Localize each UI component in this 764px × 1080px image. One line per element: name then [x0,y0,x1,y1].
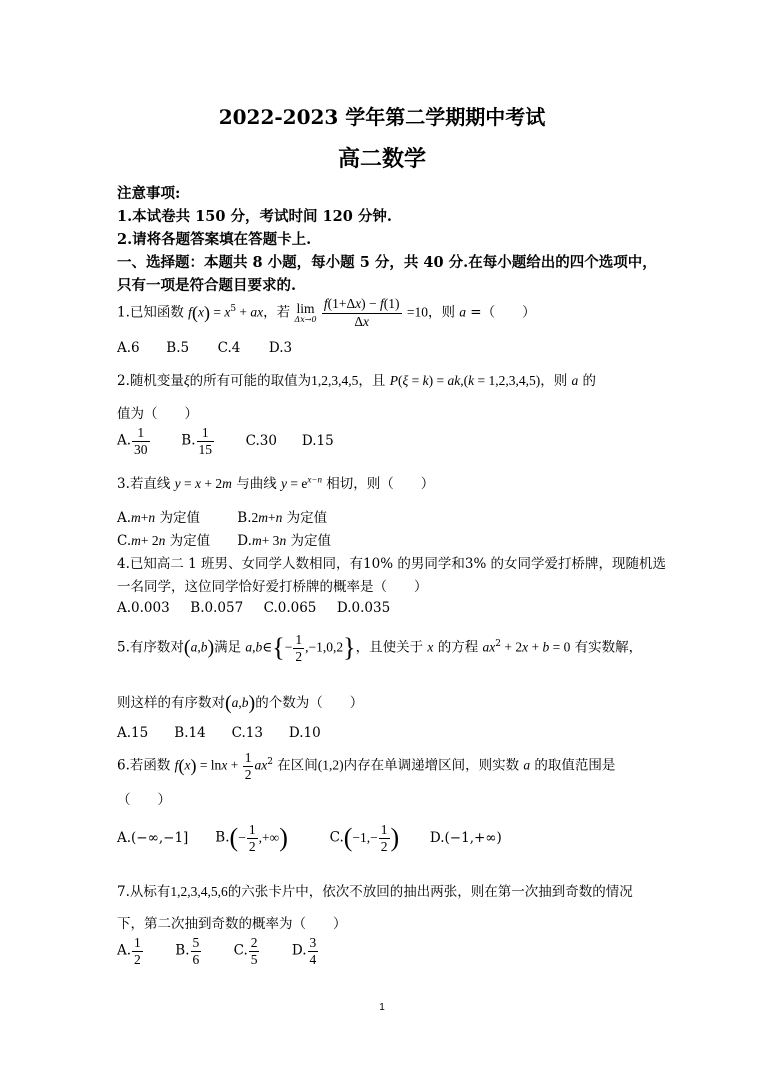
option-c: C.30 [245,433,277,450]
question-5-line2: 则这样的有序数对(a,b)的个数为（ ） [117,692,364,714]
question-4-line2: 一名同学，这位同学恰好爱打桥牌的概率是（ ） [117,579,428,595]
question-7-options [117,935,319,967]
question-3-options-row1 [117,506,327,526]
question-6-options [117,822,502,854]
question-2-line2: 值为（ ） [117,406,198,422]
option-b: B.5 [166,340,190,356]
notes-heading: 注意事项: [117,185,181,202]
option-a: A.0.003 [117,600,170,616]
option-b: B. $\frac{1}{15}$ [181,425,213,457]
question-5-options [117,725,321,741]
note-item-1: 1.本试卷共 150 分，考试时间 120 分钟. [117,208,392,225]
option-c: C.13 [231,725,263,741]
option-b: B.2m+n 为定值 [237,510,328,526]
question-3-options-row2 [117,529,331,549]
question-4-options [117,600,390,616]
option-d: D.10 [288,725,321,741]
option-a: A.(−∞,−1] [117,830,189,847]
option-a: A.6 [117,340,140,356]
question-5-line1: 5.有序数对(a,b)满足 a,b∈{− $\frac{1}{2}$ ,−1,0,2}，且使关于 x 的方程 $ax^2 + 2x + b = 0$ 有实数解， [117,632,643,664]
option-b: B.(− $\frac{1}{2}$ ,+∞) [215,822,288,854]
question-2-line1: 2.随机变量ξ的所有可能的取值为1,2,3,4,5，且 P(ξ = k) = ak,(k = 1,2,3,4,5)，则 a 的 [117,373,597,389]
option-c: C.(−1,− $\frac{1}{2}$ ) [329,822,400,854]
exam-subject: 高二数学 [337,146,426,172]
option-b: B. $\frac{5}{6}$ [175,935,200,967]
question-4-line1: 4.已知高二 1 班男、女同学人数相同，有10% 的男同学和3% 的女同学爱打桥牌，现随机选 [117,556,667,572]
option-c: C.0.065 [263,600,317,616]
question-1: 1.已知函数 $f(x) = x^5$ + ax，若 lim Δx→0 $\frac{f(1+\Delta x) - f(1)}{\Delta x}$ =10，则 a =（ ） [117,296,536,329]
option-d: D.0.035 [336,600,391,616]
option-b: B.0.057 [190,600,244,616]
question-3: 3.若直线 y = x + 2m 与曲线 $y = e^{x-n}$ 相切，则（ ） [117,474,435,492]
section-heading-line1: 一、选择题：本题共 8 小题，每小题 5 分，共 40 分.在每小题给出的四个选项中， [117,254,657,271]
exam-title: 2022-2023 学年第二学期期中考试 [218,105,546,129]
question-1-options [117,340,292,356]
option-d: D.(−1,+∞) [429,830,502,847]
question-7-line1: 7.从标有1,2,3,4,5,6的六张卡片中，依次不放回的抽出两张，则在第一次抽到奇数的情况 [117,884,633,900]
option-d: D. $\frac{3}{4}$ [291,935,317,967]
question-6-line2: （ ） [117,792,171,808]
question-2-options [117,425,334,457]
section-heading-line2: 只有一项是符合题目要求的. [117,277,297,294]
option-c: C.4 [217,340,241,356]
option-a: A.15 [117,725,149,741]
option-c: C.m+ 2n 为定值 [117,533,211,549]
option-a: A.m+n 为定值 [117,510,200,526]
question-7-line2: 下，第二次抽到奇数的概率为（ ） [117,916,347,932]
option-b: B.14 [174,725,206,741]
option-d: D.3 [268,340,293,356]
option-a: A. $\frac{1}{2}$ [117,935,141,967]
question-6-line1: 6.若函数 f(x) = lnx + $\frac{1}{2}$ $ax^2$ 在区间(1,2)内存在单调递增区间，则实数 a 的取值范围是 [117,750,616,782]
note-item-2: 2.请将各题答案填在答题卡上. [117,231,312,248]
option-c: C. $\frac{2}{5}$ [233,935,258,967]
option-a: A. $\frac{1}{30}$ [117,425,148,457]
option-d: D.m+ 3n 为定值 [237,533,331,549]
page-number: 1 [379,1002,385,1013]
option-d: D.15 [301,433,334,450]
